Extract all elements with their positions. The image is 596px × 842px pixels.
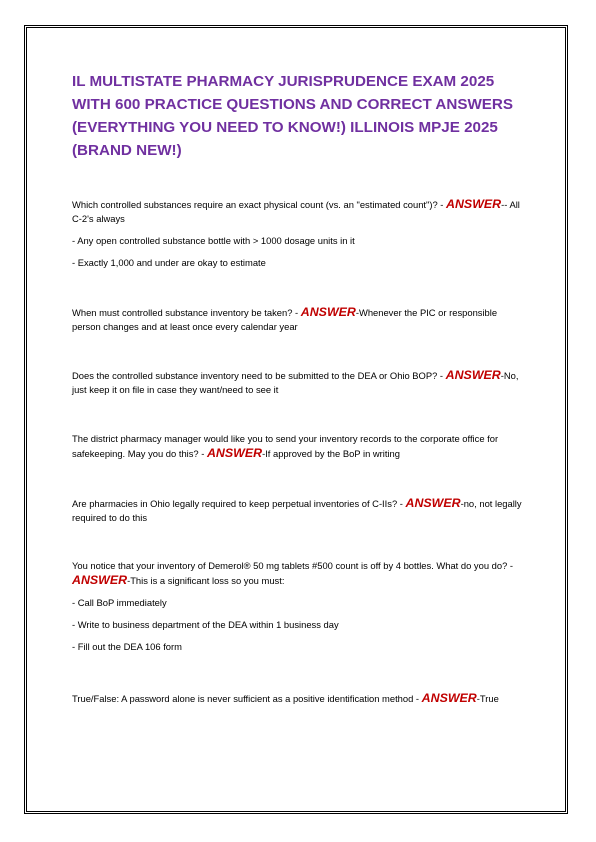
qa-item bbox=[72, 368, 527, 405]
answer-text: -Whenever the PIC or responsible person changes and at least once every calendar year bbox=[72, 307, 498, 332]
question-text: Are pharmacies in Ohio legally required to keep perpetual inventories of C-IIs? - bbox=[72, 498, 403, 509]
question-text: The district pharmacy manager would like you to send your inventory records to the corporate office for safekeeping. May you do this? - bbox=[72, 433, 499, 459]
question-text: True/False: A password alone is never sufficient as a positive identification method - bbox=[72, 693, 420, 704]
answer-text: -This is a significant loss so you must: bbox=[127, 575, 285, 586]
qa-item bbox=[72, 305, 527, 342]
answer-detail: - Call BoP immediately bbox=[72, 597, 167, 608]
answer-text: -True bbox=[476, 693, 499, 704]
answer-label: ANSWER bbox=[72, 573, 128, 587]
document-title: IL MULTISTATE PHARMACY JURISPRUDENCE EXAM 2025 WITH 600 PRACTICE QUESTIONS AND CORRECT ANSWERS (EVERYTHING YOU NEED TO KNOW!) ILLINOIS MPJE 2025 (BRAND NEW!) bbox=[72, 73, 514, 159]
answer-detail: - Exactly 1,000 and under are okay to estimate bbox=[72, 257, 266, 268]
answer-label: ANSWER bbox=[446, 197, 502, 211]
answer-text: -If approved by the BoP in writing bbox=[262, 448, 400, 459]
qa-item bbox=[72, 559, 527, 662]
answer-label: ANSWER bbox=[445, 368, 501, 382]
answer-detail: - Fill out the DEA 106 form bbox=[72, 641, 182, 652]
question-text: You notice that your inventory of Demerol® 50 mg tablets #500 count is off by 4 bottles. What do you do? - bbox=[72, 560, 514, 571]
qa-item bbox=[72, 197, 527, 278]
answer-detail: - Write to business department of the DEA within 1 business day bbox=[72, 619, 339, 630]
answer-detail: - Any open controlled substance bottle with > 1000 dosage units in it bbox=[72, 235, 355, 246]
qa-item bbox=[72, 691, 532, 714]
answer-text: -- All C-2's always bbox=[72, 199, 520, 224]
document-body bbox=[72, 70, 527, 705]
answer-text: -No, just keep it on file in case they want/need to see it bbox=[72, 370, 519, 395]
answer-label: ANSWER bbox=[421, 691, 477, 705]
qa-item bbox=[72, 432, 527, 469]
answer-label: ANSWER bbox=[405, 496, 461, 510]
answer-label: ANSWER bbox=[300, 305, 356, 319]
question-text: Does the controlled substance inventory need to be submitted to the DEA or Ohio BOP? - bbox=[72, 370, 444, 381]
answer-text: -no, not legally required to do this bbox=[72, 498, 522, 523]
answer-label: ANSWER bbox=[206, 446, 263, 460]
question-text: When must controlled substance inventory be taken? - bbox=[72, 307, 299, 318]
question-text: Which controlled substances require an exact physical count (vs. an "estimated count")? - bbox=[72, 199, 444, 210]
qa-item bbox=[72, 496, 527, 533]
